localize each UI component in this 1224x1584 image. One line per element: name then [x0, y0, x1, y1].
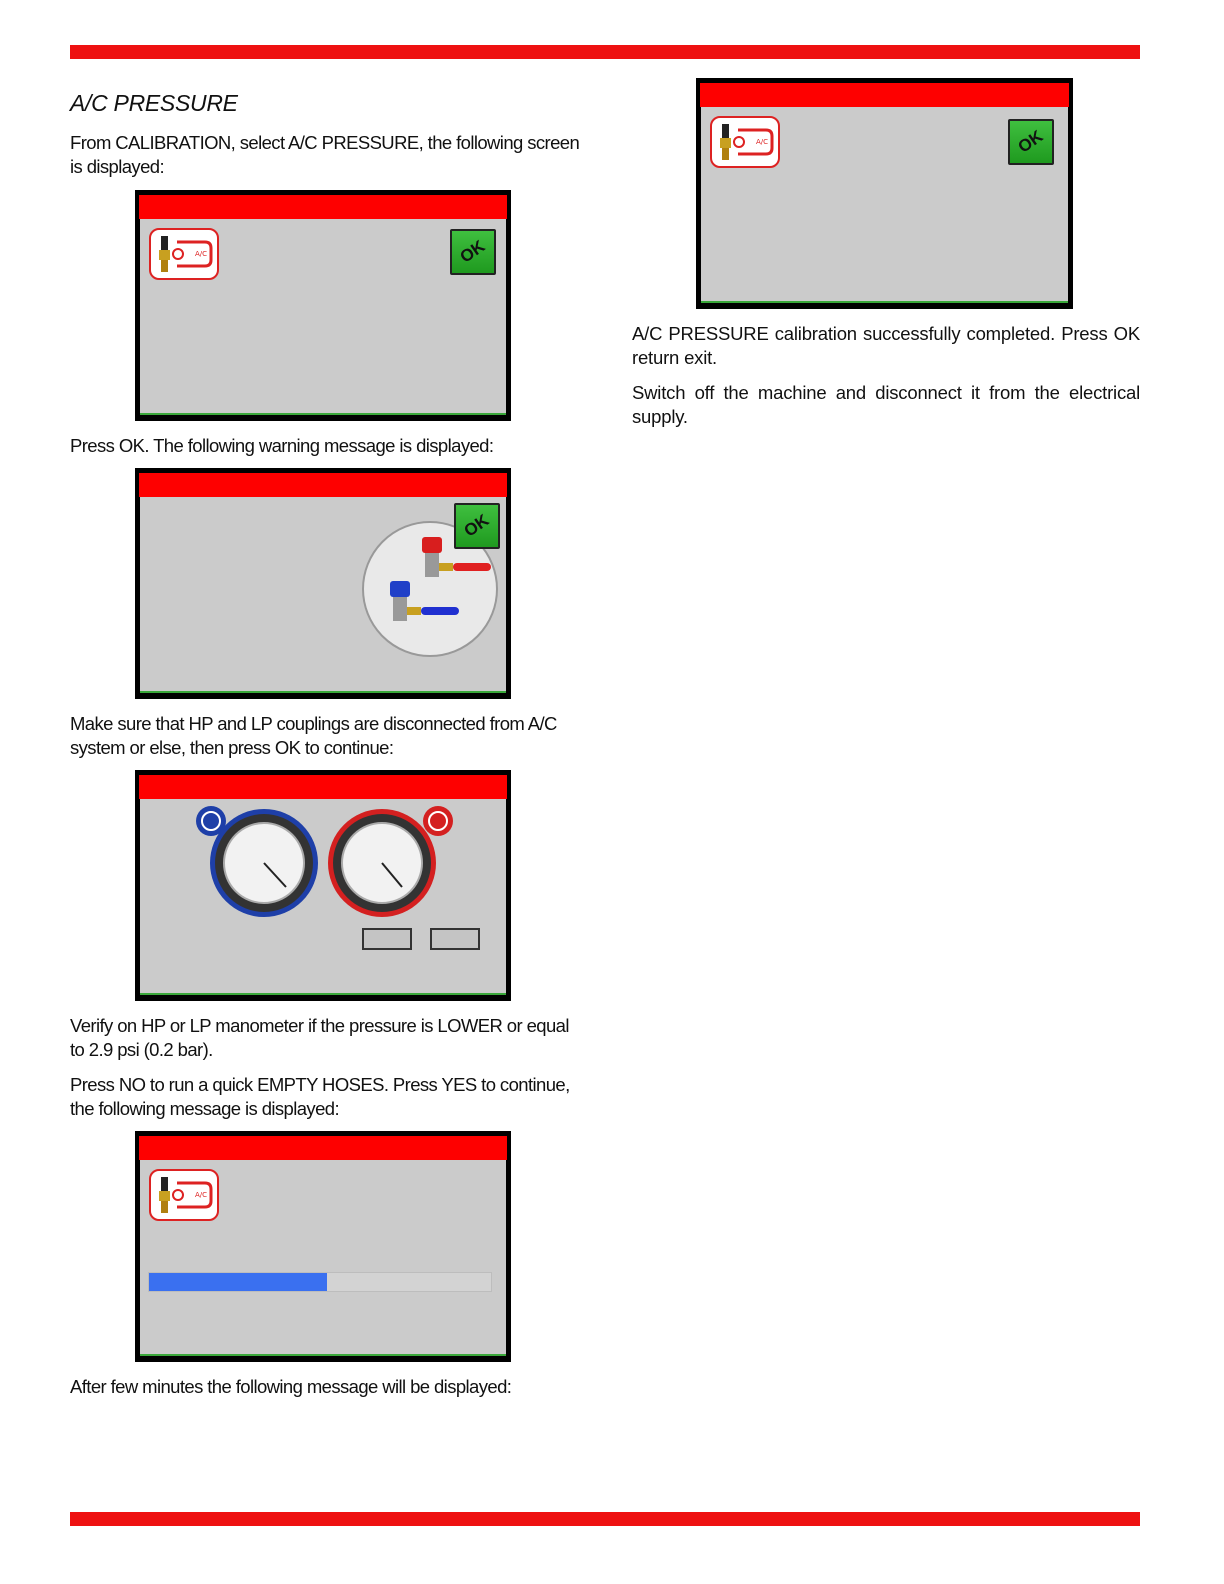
ac-pressure-icon	[149, 1169, 219, 1221]
screen-calibration-progress	[135, 1131, 511, 1362]
yes-button[interactable]	[430, 928, 480, 950]
screen-header	[700, 83, 1069, 107]
ac-icon-label: A/C	[755, 138, 769, 146]
top-red-bar	[70, 45, 1140, 59]
screen-body	[140, 799, 506, 995]
progress-fill	[149, 1273, 327, 1291]
paragraph-intro: From CALIBRATION, select A/C PRESSURE, the following screen is displayed:	[70, 132, 580, 177]
hp-manometer	[328, 806, 453, 917]
ac-pressure-icon	[149, 228, 219, 280]
screen-manometers	[135, 770, 511, 1001]
ok-button[interactable]: OK	[454, 503, 500, 549]
screen-header	[139, 775, 507, 799]
screen-header	[139, 195, 507, 219]
ac-pressure-icon	[710, 116, 780, 168]
screen-body	[140, 497, 506, 693]
screen-ac-pressure-start	[135, 190, 511, 421]
ok-button[interactable]: OK	[450, 229, 496, 275]
ac-icon-label: A/C	[194, 1191, 208, 1199]
screen-header	[139, 473, 507, 497]
screen-calibration-complete	[696, 78, 1073, 309]
section-title: A/C PRESSURE	[70, 90, 238, 116]
screen-body	[140, 1160, 506, 1356]
no-button[interactable]	[362, 928, 412, 950]
screen-body	[140, 219, 506, 415]
screen-header	[139, 1136, 507, 1160]
paragraph-calibration-complete: A/C PRESSURE calibration successfully completed. Press OK return exit.	[632, 323, 1140, 368]
ok-button[interactable]: OK	[1008, 119, 1054, 165]
progress-bar	[148, 1272, 492, 1292]
paragraph-switch-off: Switch off the machine and disconnect it from the electrical supply.	[632, 382, 1140, 427]
lp-manometer	[196, 806, 318, 917]
paragraph-press-no-yes: Press NO to run a quick EMPTY HOSES. Press YES to continue, the following message is displayed:	[70, 1074, 570, 1119]
screen-body	[701, 107, 1068, 303]
ac-icon-label: A/C	[194, 250, 208, 258]
manometers-illustration	[190, 801, 460, 921]
bottom-red-bar	[70, 1512, 1140, 1526]
screen-warning-couplings	[135, 468, 511, 699]
paragraph-disconnect-couplings: Make sure that HP and LP couplings are disconnected from A/C system or else, then press OK to continue:	[70, 713, 557, 758]
paragraph-verify-pressure: Verify on HP or LP manometer if the pressure is LOWER or equal to 2.9 psi (0.2 bar).	[70, 1015, 569, 1060]
paragraph-press-ok: Press OK. The following warning message is displayed:	[70, 435, 494, 456]
paragraph-after-minutes: After few minutes the following message will be displayed:	[70, 1376, 512, 1397]
